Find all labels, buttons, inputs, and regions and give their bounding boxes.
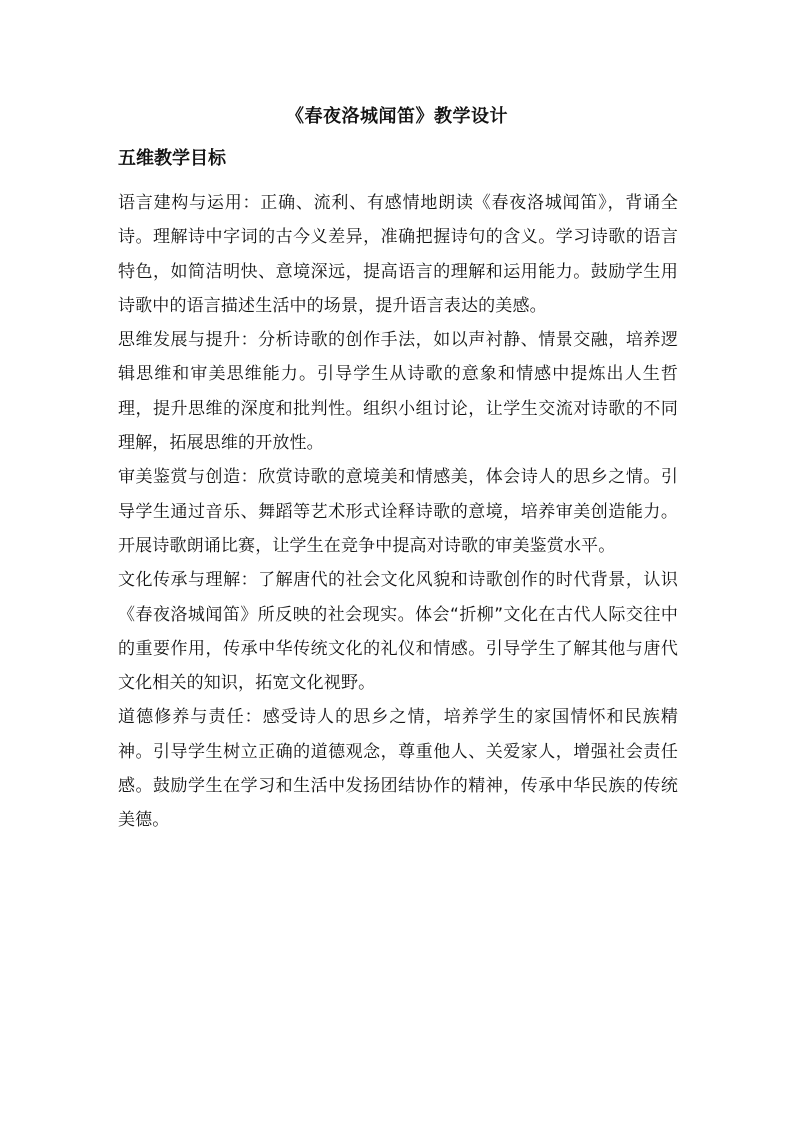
paragraph-culture: 文化传承与理解：了解唐代的社会文化风貌和诗歌创作的时代背景，认识《春夜洛城闻笛》所反映的社会现实。体会“折柳”文化在古代人际交往中的重要作用，传承中华传统文化的礼仪和情感。引导学生了解其他与唐代文化相关的知识，拓宽文化视野。 xyxy=(118,570,678,694)
paragraph-language: 语言建构与运用：正确、流利、有感情地朗读《春夜洛城闻笛》，背诵全诗。理解诗中字词的古今义差异，准确把握诗句的含义。学习诗歌的语言特色，如简洁明快、意境深远，提高语言的理解和运用能力。鼓励学生用诗歌中的语言描述生活中的场景，提升语言表达的美感。 xyxy=(118,193,678,316)
document-title: 《春夜洛城闻笛》教学设计 xyxy=(286,106,508,127)
document-body xyxy=(118,186,678,838)
section-heading: 五维教学目标 xyxy=(118,148,226,169)
paragraph-aesthetics: 审美鉴赏与创造：欣赏诗歌的意境美和情感美，体会诗人的思乡之情。引导学生通过音乐、舞蹈等艺术形式诠释诗歌的意境，培养审美创造能力。开展诗歌朗诵比赛，让学生在竞争中提高对诗歌的审美鉴赏水平。 xyxy=(118,467,678,556)
paragraph-morality: 道德修养与责任：感受诗人的思乡之情，培养学生的家国情怀和民族精神。引导学生树立正确的道德观念，尊重他人、关爱家人，增强社会责任感。鼓励学生在学习和生活中发扬团结协作的精神，传承中华民族的传统美德。 xyxy=(118,707,678,831)
paragraph-thinking: 思维发展与提升：分析诗歌的创作手法，如以声衬静、情景交融，培养逻辑思维和审美思维能力。引导学生从诗歌的意象和情感中提炼出人生哲理，提升思维的深度和批判性。组织小组讨论，让学生交流对诗歌的不同理解，拓展思维的开放性。 xyxy=(118,330,678,454)
